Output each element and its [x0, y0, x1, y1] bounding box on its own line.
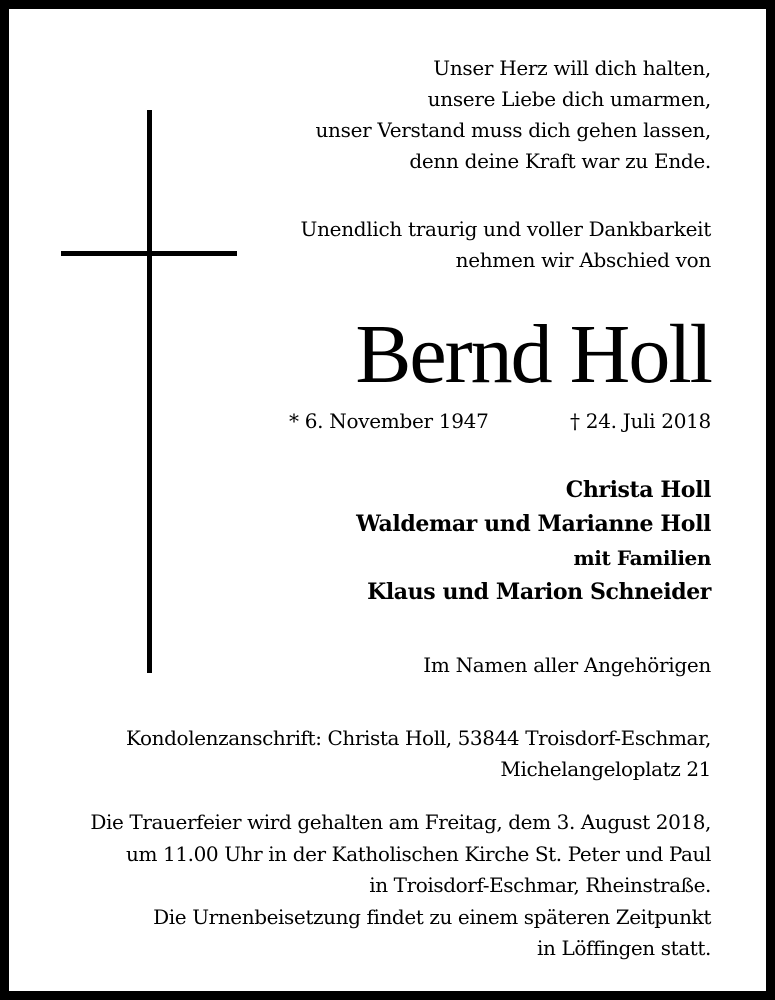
- intro-line: nehmen wir Abschied von: [455, 248, 711, 272]
- deceased-name: Bernd Holl: [355, 308, 711, 401]
- cross-icon-vertical-bar: [147, 110, 152, 673]
- address-line: Michelangeloplatz 21: [500, 757, 711, 781]
- poem-line: Unser Herz will dich halten,: [433, 56, 711, 80]
- cross-icon-horizontal-bar: [61, 251, 237, 256]
- death-date: † 24. Juli 2018: [570, 409, 711, 433]
- service-line: Die Trauerfeier wird gehalten am Freitag, dem 3. August 2018,: [90, 810, 711, 834]
- mourner-name: Waldemar und Marianne Holl: [356, 511, 711, 537]
- poem-line: unser Verstand muss dich gehen lassen,: [315, 118, 711, 142]
- birth-date: * 6. November 1947: [289, 409, 489, 433]
- service-line: in Troisdorf-Eschmar, Rheinstraße.: [369, 873, 711, 897]
- poem-line: denn deine Kraft war zu Ende.: [409, 149, 711, 173]
- memorial-poem: [315, 53, 711, 177]
- on-behalf-line: Im Namen aller Angehörigen: [423, 653, 711, 677]
- service-line: Die Urnenbeisetzung findet zu einem späteren Zeitpunkt: [153, 904, 711, 929]
- mourners-list: [356, 473, 711, 609]
- mourner-name: mit Familien: [573, 546, 711, 570]
- mourner-name: Klaus und Marion Schneider: [367, 579, 711, 605]
- condolence-address: [126, 723, 711, 785]
- address-line: Kondolenzanschrift: Christa Holl, 53844 Troisdorf-Eschmar,: [126, 726, 711, 750]
- service-line: in Löffingen statt.: [537, 936, 711, 960]
- poem-line: unsere Liebe dich umarmen,: [427, 87, 711, 111]
- intro-line: Unendlich traurig und voller Dankbarkeit: [300, 217, 711, 241]
- mourner-name: Christa Holl: [565, 477, 711, 503]
- service-line: um 11.00 Uhr in der Katholischen Kirche St. Peter und Paul: [126, 841, 711, 866]
- funeral-service-info: [90, 807, 711, 965]
- farewell-intro: [301, 214, 711, 276]
